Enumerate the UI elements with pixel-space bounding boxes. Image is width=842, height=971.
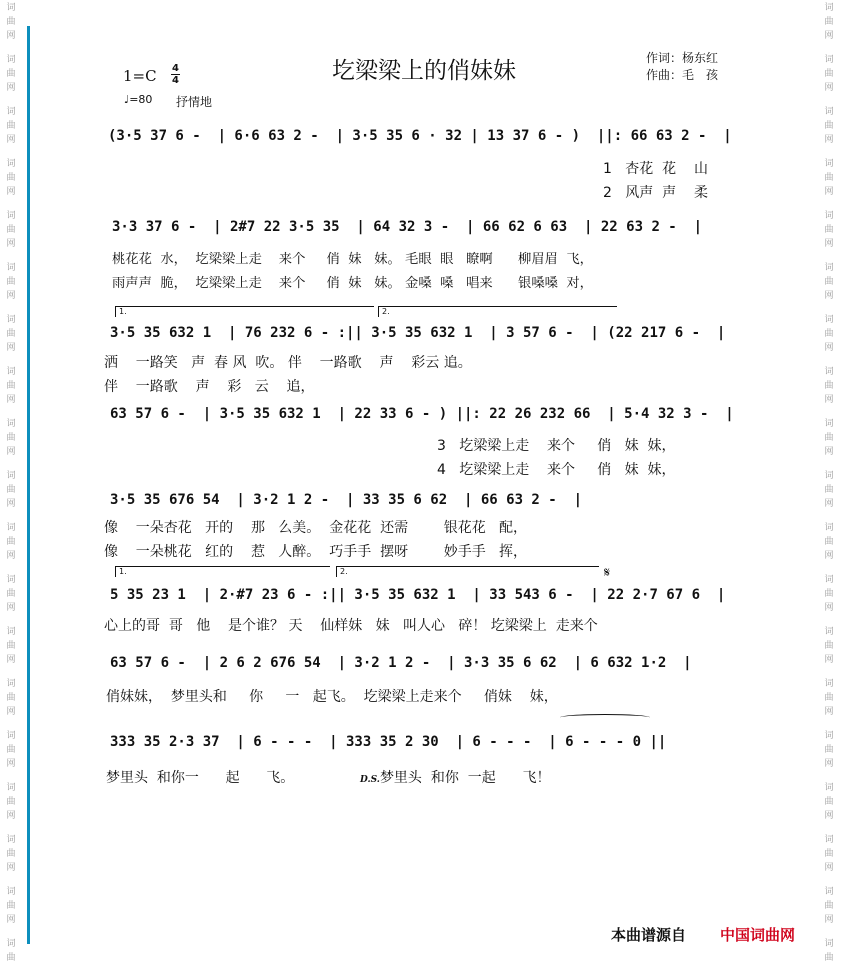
volta-label: 2. (340, 567, 348, 576)
tempo-marking: ♩=80 (124, 93, 153, 106)
watermark-glyph: 网 (824, 395, 834, 405)
watermark-glyph: 曲 (6, 537, 16, 547)
watermark-glyph: 网 (6, 343, 16, 353)
watermark-glyph: 词 (824, 107, 834, 117)
watermark-glyph: 词 (6, 107, 16, 117)
watermark-glyph: 词 (824, 3, 834, 13)
watermark-glyph: 词 (824, 523, 834, 533)
watermark-glyph: 网 (6, 707, 16, 717)
watermark-glyph: 曲 (824, 797, 834, 807)
lyric-r4-verse3: 3 圪梁梁上走 来个 俏 妹 妹， (437, 438, 676, 454)
notation-row-8: 333 35 2·3 37 | 6 - - - | 333 35 2 30 | 6 - - - | 6 - - - 0 || (110, 734, 667, 750)
volta-second-row6 (336, 566, 599, 577)
notation-row-7: 63 57 6 - | 2 6 2 676 54 | 3·2 1 2 - | 3·3 35 6 62 | 6 632 1·2 | (110, 655, 692, 671)
watermark-glyph: 词 (6, 3, 16, 13)
watermark-glyph: 曲 (6, 745, 16, 755)
watermark-glyph: 词 (6, 627, 16, 637)
watermark-glyph: 网 (824, 291, 834, 301)
meter-bottom: 4 (172, 75, 179, 86)
watermark-glyph: 词 (824, 55, 834, 65)
watermark-glyph: 曲 (6, 433, 16, 443)
watermark-glyph: 词 (6, 263, 16, 273)
lyric-r2-verse2: 雨声声 脆， 圪梁梁上走 来个 俏 妹 妹。 金嗓 嗓 唱来 银嗓嗓 对， (112, 276, 593, 291)
left-accent-bar (27, 26, 30, 944)
source-site-link[interactable]: 中国词曲网 (720, 926, 796, 944)
watermark-glyph: 网 (824, 655, 834, 665)
watermark-glyph: 网 (6, 499, 16, 509)
watermark-glyph: 曲 (6, 693, 16, 703)
watermark-glyph: 词 (824, 939, 834, 949)
watermark-glyph: 网 (6, 811, 16, 821)
watermark-glyph: 网 (6, 239, 16, 249)
watermark-glyph: 曲 (6, 797, 16, 807)
watermark-glyph: 曲 (824, 693, 834, 703)
watermark-glyph: 网 (824, 603, 834, 613)
lyric-r8a: 梦里头 和你一 起 飞。 (106, 770, 295, 786)
watermark-glyph: 曲 (6, 849, 16, 859)
watermark-glyph: 曲 (824, 901, 834, 911)
watermark-glyph: 网 (824, 239, 834, 249)
lyric-r7: 俏妹妹， 梦里头和 你 一 起飞。 圪梁梁上走来个 俏妹 妹， (106, 689, 558, 705)
watermark-glyph: 网 (824, 811, 834, 821)
lyric-r2-verse1: 桃花花 水， 圪梁梁上走 来个 俏 妹 妹。 毛眼 眼 瞭啊 柳眉眉 飞， (112, 252, 593, 267)
watermark-glyph: 曲 (824, 485, 834, 495)
notation-row-1: (3·5 37 6 - | 6·6 63 2 - | 3·5 35 6 · 32 | 13 37 6 - ) ||: 66 63 2 - | (108, 128, 732, 144)
watermark-glyph: 网 (824, 499, 834, 509)
watermark-glyph: 网 (6, 83, 16, 93)
watermark-glyph: 词 (824, 315, 834, 325)
watermark-glyph: 网 (824, 447, 834, 457)
watermark-glyph: 网 (6, 603, 16, 613)
watermark-glyph: 词 (6, 55, 16, 65)
segno-mark: 𝄋 (604, 565, 611, 581)
watermark-glyph: 曲 (6, 69, 16, 79)
dal-segno-mark: D.S. (360, 775, 380, 785)
lyricist-credit: 作词：杨东红 (646, 51, 719, 65)
watermark-glyph: 词 (824, 367, 834, 377)
volta-first-row3 (115, 306, 374, 317)
watermark-glyph: 网 (824, 31, 834, 41)
meter-top: 4 (172, 63, 179, 74)
watermark-glyph: 曲 (824, 537, 834, 547)
tie-final (560, 714, 650, 721)
notation-row-4: 63 57 6 - | 3·5 35 632 1 | 22 33 6 - ) ||: 22 26 232 66 | 5·4 32 3 - | (110, 406, 734, 422)
lyric-r3-verse2: 伴 一路歌 声 彩 云 追， (104, 379, 315, 395)
watermark-glyph: 网 (824, 759, 834, 769)
watermark-glyph: 曲 (824, 225, 834, 235)
watermark-glyph: 词 (6, 211, 16, 221)
watermark-glyph: 词 (6, 731, 16, 741)
watermark-glyph: 网 (6, 187, 16, 197)
watermark-glyph: 曲 (6, 589, 16, 599)
watermark-glyph: 曲 (6, 17, 16, 27)
watermark-glyph: 网 (824, 707, 834, 717)
watermark-left (4, 0, 18, 971)
watermark-glyph: 词 (824, 783, 834, 793)
watermark-glyph: 曲 (6, 641, 16, 651)
watermark-glyph: 网 (6, 551, 16, 561)
watermark-glyph: 词 (824, 159, 834, 169)
watermark-glyph: 曲 (6, 225, 16, 235)
watermark-glyph: 词 (6, 315, 16, 325)
watermark-glyph: 网 (6, 655, 16, 665)
watermark-glyph: 网 (824, 135, 834, 145)
watermark-glyph: 曲 (6, 329, 16, 339)
watermark-glyph: 网 (6, 135, 16, 145)
watermark-glyph: 曲 (824, 641, 834, 651)
notation-row-3: 3·5 35 632 1 | 76 232 6 - :|| 3·5 35 632 1 | 3 57 6 - | (22 217 6 - | (110, 325, 726, 341)
watermark-glyph: 网 (824, 863, 834, 873)
watermark-glyph: 曲 (824, 745, 834, 755)
lyric-r1-verse1: 1 杏花 花 山 (603, 161, 708, 177)
watermark-glyph: 网 (824, 551, 834, 561)
watermark-glyph: 网 (824, 83, 834, 93)
expression-marking: 抒情地 (176, 95, 213, 109)
volta-label: 1. (119, 307, 127, 316)
lyric-r4-verse4: 4 圪梁梁上走 来个 俏 妹 妹， (437, 462, 676, 478)
volta-second-row3 (378, 306, 617, 317)
watermark-glyph: 词 (6, 523, 16, 533)
watermark-glyph: 词 (6, 783, 16, 793)
watermark-glyph: 曲 (824, 277, 834, 287)
watermark-glyph: 词 (6, 835, 16, 845)
watermark-glyph: 曲 (824, 121, 834, 131)
watermark-glyph: 曲 (824, 329, 834, 339)
watermark-glyph: 曲 (824, 953, 834, 963)
watermark-glyph: 词 (6, 419, 16, 429)
watermark-glyph: 词 (6, 367, 16, 377)
watermark-glyph: 网 (6, 759, 16, 769)
watermark-glyph: 网 (824, 915, 834, 925)
watermark-glyph: 词 (6, 159, 16, 169)
watermark-glyph: 曲 (6, 381, 16, 391)
watermark-glyph: 词 (6, 939, 16, 949)
watermark-right (822, 0, 836, 971)
watermark-glyph: 曲 (824, 173, 834, 183)
watermark-glyph: 曲 (824, 433, 834, 443)
source-prefix: 本曲谱源自 (611, 926, 687, 944)
watermark-glyph: 曲 (6, 953, 16, 963)
watermark-glyph: 网 (6, 291, 16, 301)
watermark-glyph: 曲 (824, 381, 834, 391)
watermark-glyph: 网 (824, 343, 834, 353)
watermark-glyph: 网 (6, 31, 16, 41)
notation-row-5: 3·5 35 676 54 | 3·2 1 2 - | 33 35 6 62 | 66 63 2 - | (110, 492, 583, 508)
watermark-glyph: 曲 (824, 589, 834, 599)
lyric-r1-verse2: 2 风声 声 柔 (603, 185, 708, 201)
watermark-glyph: 词 (6, 575, 16, 585)
watermark-glyph: 词 (824, 471, 834, 481)
key-signature: 1=C (123, 67, 157, 85)
watermark-glyph: 词 (6, 887, 16, 897)
watermark-glyph: 曲 (824, 849, 834, 859)
lyric-r6: 心上的哥 哥 他 是个谁？ 天 仙样妹 妹 叫人心 碎！ 圪梁梁上 走来个 (104, 618, 598, 634)
notation-row-2: 3·3 37 6 - | 2#7 22 3·5 35 | 64 32 3 - | 66 62 6 63 | 22 63 2 - | (112, 219, 703, 235)
watermark-glyph: 词 (6, 471, 16, 481)
watermark-glyph: 网 (6, 395, 16, 405)
watermark-glyph: 曲 (6, 485, 16, 495)
watermark-glyph: 词 (824, 835, 834, 845)
watermark-glyph: 词 (824, 575, 834, 585)
watermark-glyph: 词 (824, 263, 834, 273)
volta-first-row6 (115, 566, 330, 577)
watermark-glyph: 曲 (824, 17, 834, 27)
watermark-glyph: 曲 (6, 901, 16, 911)
watermark-glyph: 词 (824, 679, 834, 689)
watermark-glyph: 词 (824, 211, 834, 221)
volta-label: 2. (382, 307, 390, 316)
watermark-glyph: 词 (6, 679, 16, 689)
watermark-glyph: 网 (6, 863, 16, 873)
composer-credit: 作曲：毛 孩 (646, 68, 719, 82)
watermark-glyph: 词 (824, 419, 834, 429)
watermark-glyph: 曲 (6, 173, 16, 183)
lyric-r5-verse3: 像 一朵杏花 开的 那 么美。 金花花 还需 银花花 配， (104, 520, 528, 536)
watermark-glyph: 网 (6, 915, 16, 925)
watermark-glyph: 网 (6, 447, 16, 457)
watermark-glyph: 曲 (824, 69, 834, 79)
lyric-r5-verse4: 像 一朵桃花 红的 惹 人醉。 巧手手 摆呀 妙手手 挥， (104, 544, 528, 560)
watermark-glyph: 网 (824, 187, 834, 197)
time-signature (171, 63, 180, 86)
lyric-r3-verse1: 洒 一路笑 声 春 风 吹。 伴 一路歌 声 彩云 追。 (104, 355, 472, 371)
lyric-r8b: 梦里头 和你 一起 飞！ (379, 770, 551, 786)
watermark-glyph: 词 (824, 731, 834, 741)
volta-label: 1. (119, 567, 127, 576)
watermark-glyph: 词 (824, 627, 834, 637)
watermark-glyph: 词 (824, 887, 834, 897)
watermark-glyph: 曲 (6, 121, 16, 131)
watermark-glyph: 曲 (6, 277, 16, 287)
notation-row-6: 5 35 23 1 | 2·#7 23 6 - :|| 3·5 35 632 1 | 33 543 6 - | 22 2·7 67 6 | (110, 587, 726, 603)
song-title: 圪梁梁上的俏妹妹 (332, 58, 516, 84)
lyric-r8b-container (360, 767, 550, 787)
